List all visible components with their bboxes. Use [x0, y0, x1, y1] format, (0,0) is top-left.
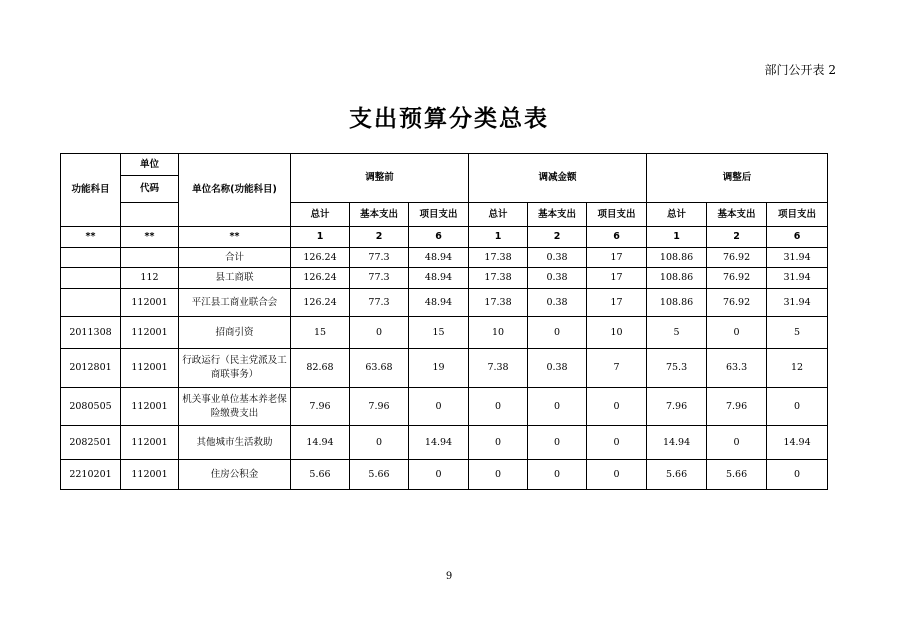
after-basic-cell: 76.92 — [707, 289, 767, 317]
header-change-basic: 基本支出 — [528, 203, 587, 227]
header-change-project: 项目支出 — [587, 203, 647, 227]
before-total-cell: 82.68 — [291, 349, 350, 388]
header-func-subject: 功能科目 — [61, 154, 121, 227]
header-before-basic: 基本支出 — [350, 203, 409, 227]
after-basic-cell: 63.3 — [707, 349, 767, 388]
unit-name-cell: 平江县工商业联合会 — [179, 289, 291, 317]
index-cell: ** — [121, 227, 179, 248]
before-project-cell: 48.94 — [409, 289, 469, 317]
before-total-cell: 126.24 — [291, 248, 350, 268]
change-total-cell: 17.38 — [469, 268, 528, 289]
index-cell: ** — [61, 227, 121, 248]
before-basic-cell: 77.3 — [350, 248, 409, 268]
header-before-project: 项目支出 — [409, 203, 469, 227]
change-basic-cell: 0 — [528, 317, 587, 349]
before-basic-cell: 77.3 — [350, 268, 409, 289]
func-code-cell — [61, 268, 121, 289]
after-basic-cell: 76.92 — [707, 248, 767, 268]
change-total-cell: 0 — [469, 388, 528, 426]
change-basic-cell: 0.38 — [528, 349, 587, 388]
after-basic-cell: 0 — [707, 317, 767, 349]
before-total-cell: 126.24 — [291, 268, 350, 289]
header-after-project: 项目支出 — [767, 203, 828, 227]
unit-code-cell: 112001 — [121, 460, 179, 490]
unit-name-cell: 机关事业单位基本养老保险缴费支出 — [179, 388, 291, 426]
header-after-total: 总计 — [647, 203, 707, 227]
after-project-cell: 12 — [767, 349, 828, 388]
change-project-cell: 0 — [587, 426, 647, 460]
unit-code-cell: 112001 — [121, 349, 179, 388]
before-basic-cell: 7.96 — [350, 388, 409, 426]
table-row — [61, 349, 828, 388]
unit-name-cell: 县工商联 — [179, 268, 291, 289]
change-project-cell: 17 — [587, 248, 647, 268]
after-project-cell: 14.94 — [767, 426, 828, 460]
after-basic-cell: 0 — [707, 426, 767, 460]
func-code-cell: 2011308 — [61, 317, 121, 349]
index-cell: 2 — [528, 227, 587, 248]
index-cell: ** — [179, 227, 291, 248]
change-project-cell: 0 — [587, 388, 647, 426]
table-row — [61, 289, 828, 317]
before-total-cell: 14.94 — [291, 426, 350, 460]
change-basic-cell: 0 — [528, 388, 587, 426]
page-number: 9 — [445, 571, 453, 582]
change-project-cell: 0 — [587, 460, 647, 490]
before-project-cell: 0 — [409, 460, 469, 490]
index-row — [61, 227, 828, 248]
after-project-cell: 0 — [767, 460, 828, 490]
after-total-cell: 108.86 — [647, 268, 707, 289]
change-project-cell: 10 — [587, 317, 647, 349]
index-cell: 6 — [767, 227, 828, 248]
table-row — [61, 268, 828, 289]
before-basic-cell: 5.66 — [350, 460, 409, 490]
func-code-cell: 2210201 — [61, 460, 121, 490]
change-total-cell: 7.38 — [469, 349, 528, 388]
header-change-total: 总计 — [469, 203, 528, 227]
budget-table — [60, 153, 828, 490]
before-basic-cell: 63.68 — [350, 349, 409, 388]
change-basic-cell: 0 — [528, 460, 587, 490]
index-cell: 2 — [350, 227, 409, 248]
after-basic-cell: 5.66 — [707, 460, 767, 490]
before-project-cell: 48.94 — [409, 248, 469, 268]
before-total-cell: 15 — [291, 317, 350, 349]
index-cell: 1 — [647, 227, 707, 248]
after-total-cell: 108.86 — [647, 248, 707, 268]
after-project-cell: 31.94 — [767, 289, 828, 317]
change-project-cell: 7 — [587, 349, 647, 388]
after-total-cell: 7.96 — [647, 388, 707, 426]
change-project-cell: 17 — [587, 268, 647, 289]
func-code-cell — [61, 248, 121, 268]
table-number-label: 部门公开表 2 — [764, 63, 836, 77]
after-project-cell: 0 — [767, 388, 828, 426]
unit-code-cell: 112001 — [121, 317, 179, 349]
change-total-cell: 17.38 — [469, 248, 528, 268]
change-basic-cell: 0.38 — [528, 268, 587, 289]
unit-code-cell: 112001 — [121, 426, 179, 460]
page-title: 支出预算分类总表 — [349, 106, 549, 132]
change-total-cell: 0 — [469, 460, 528, 490]
func-code-cell: 2080505 — [61, 388, 121, 426]
after-project-cell: 31.94 — [767, 248, 828, 268]
func-code-cell: 2082501 — [61, 426, 121, 460]
table-row — [61, 317, 828, 349]
after-basic-cell: 76.92 — [707, 268, 767, 289]
after-total-cell: 75.3 — [647, 349, 707, 388]
change-total-cell: 10 — [469, 317, 528, 349]
header-unit-line1: 单位 — [121, 154, 179, 176]
change-total-cell: 17.38 — [469, 289, 528, 317]
change-project-cell: 17 — [587, 289, 647, 317]
table-row — [61, 248, 828, 268]
after-project-cell: 31.94 — [767, 268, 828, 289]
change-total-cell: 0 — [469, 426, 528, 460]
unit-code-cell: 112 — [121, 268, 179, 289]
func-code-cell: 2012801 — [61, 349, 121, 388]
before-basic-cell: 77.3 — [350, 289, 409, 317]
before-basic-cell: 0 — [350, 426, 409, 460]
unit-name-cell: 其他城市生活救助 — [179, 426, 291, 460]
unit-code-cell — [121, 248, 179, 268]
func-code-cell — [61, 289, 121, 317]
before-project-cell: 19 — [409, 349, 469, 388]
before-project-cell: 14.94 — [409, 426, 469, 460]
table-row — [61, 388, 828, 426]
unit-code-cell: 112001 — [121, 289, 179, 317]
before-total-cell: 7.96 — [291, 388, 350, 426]
unit-name-cell: 招商引资 — [179, 317, 291, 349]
after-total-cell: 5.66 — [647, 460, 707, 490]
header-after: 调整后 — [647, 154, 828, 203]
change-basic-cell: 0.38 — [528, 289, 587, 317]
unit-name-cell: 行政运行（民主党派及工商联事务） — [179, 349, 291, 388]
change-basic-cell: 0.38 — [528, 248, 587, 268]
index-cell: 1 — [291, 227, 350, 248]
table-row — [61, 460, 828, 490]
index-cell: 6 — [587, 227, 647, 248]
header-unit-line2: 代码 — [121, 176, 179, 203]
after-total-cell: 108.86 — [647, 289, 707, 317]
header-change: 调减金额 — [469, 154, 647, 203]
unit-name-cell: 住房公积金 — [179, 460, 291, 490]
table-row — [61, 426, 828, 460]
index-cell: 1 — [469, 227, 528, 248]
after-total-cell: 14.94 — [647, 426, 707, 460]
header-unit-name: 单位名称(功能科目) — [179, 154, 291, 227]
index-cell: 2 — [707, 227, 767, 248]
index-cell: 6 — [409, 227, 469, 248]
change-basic-cell: 0 — [528, 426, 587, 460]
before-project-cell: 0 — [409, 388, 469, 426]
after-basic-cell: 7.96 — [707, 388, 767, 426]
header-before: 调整前 — [291, 154, 469, 203]
before-total-cell: 5.66 — [291, 460, 350, 490]
before-basic-cell: 0 — [350, 317, 409, 349]
before-project-cell: 15 — [409, 317, 469, 349]
before-total-cell: 126.24 — [291, 289, 350, 317]
header-after-basic: 基本支出 — [707, 203, 767, 227]
before-project-cell: 48.94 — [409, 268, 469, 289]
unit-code-cell: 112001 — [121, 388, 179, 426]
header-before-total: 总计 — [291, 203, 350, 227]
after-total-cell: 5 — [647, 317, 707, 349]
unit-name-cell: 合计 — [179, 248, 291, 268]
after-project-cell: 5 — [767, 317, 828, 349]
header-unit-blank — [121, 203, 179, 227]
